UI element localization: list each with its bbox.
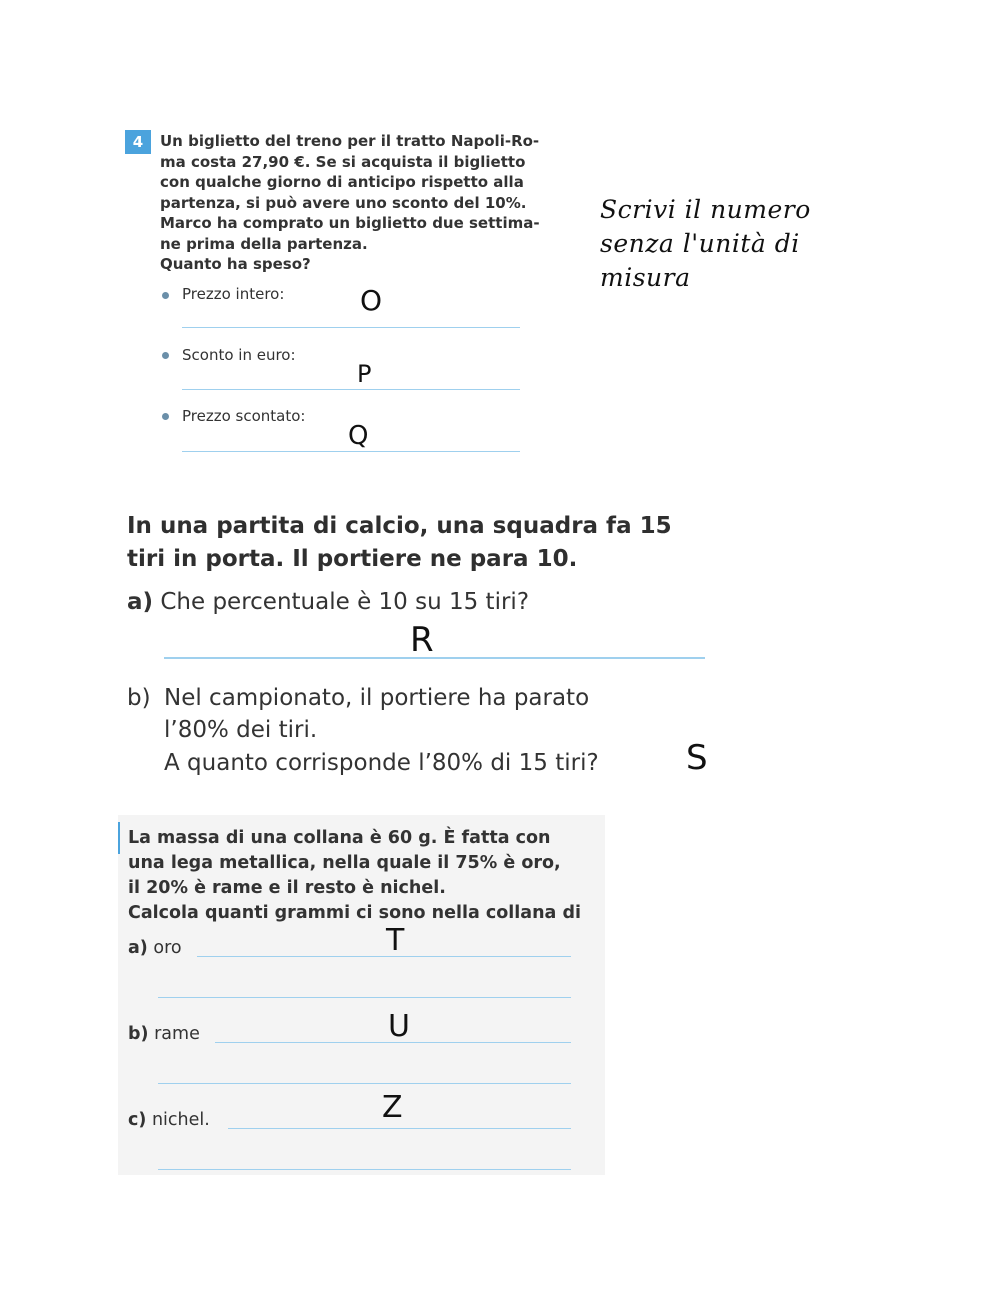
collana-problem-text bbox=[128, 826, 581, 926]
answer-line[interactable] bbox=[215, 1042, 571, 1043]
answer-u: U bbox=[388, 1009, 410, 1044]
answer-line[interactable] bbox=[164, 657, 705, 659]
item-label: rame bbox=[154, 1024, 200, 1044]
question-b-line: l’80% dei tiri. bbox=[164, 717, 318, 743]
item-letter: c) bbox=[128, 1110, 147, 1130]
item-letter: b) bbox=[128, 1024, 149, 1044]
bullet-icon bbox=[162, 292, 169, 299]
collana-line: La massa di una collana è 60 g. È fatta con bbox=[128, 828, 551, 848]
prezzo-scontato-label: Prezzo scontato: bbox=[182, 407, 306, 425]
handwritten-note-line: Scrivi il numero bbox=[600, 195, 811, 224]
answer-s: S bbox=[686, 738, 708, 778]
answer-line[interactable] bbox=[158, 1169, 571, 1170]
question-a bbox=[127, 586, 529, 618]
question-letter: a) bbox=[127, 589, 154, 615]
calcio-title-line: In una partita di calcio, una squadra fa 15 bbox=[127, 513, 672, 539]
answer-t: T bbox=[386, 923, 405, 958]
panel-accent-bar bbox=[118, 822, 120, 854]
sconto-euro-label: Sconto in euro: bbox=[182, 346, 296, 364]
exercise4-line: con qualche giorno di anticipo rispetto alla bbox=[160, 173, 524, 191]
bullet-icon bbox=[162, 413, 169, 420]
answer-line[interactable] bbox=[158, 1083, 571, 1084]
collana-item-nichel bbox=[128, 1110, 210, 1130]
exercise-number-badge: 4 bbox=[125, 130, 151, 154]
item-label: nichel. bbox=[151, 1110, 210, 1130]
exercise4-line: Un biglietto del treno per il tratto Napoli-Ro- bbox=[160, 132, 540, 150]
item-letter: a) bbox=[128, 938, 148, 958]
exercise4-line: Marco ha comprato un biglietto due settima- bbox=[160, 214, 540, 232]
question-b-line: A quanto corrisponde l’80% di 15 tiri? bbox=[164, 750, 599, 776]
answer-line[interactable] bbox=[182, 327, 520, 328]
handwritten-note-line: senza l'unità di bbox=[600, 229, 800, 258]
exercise4-line: Quanto ha speso? bbox=[160, 255, 311, 273]
answer-z: Z bbox=[382, 1090, 403, 1125]
answer-line[interactable] bbox=[182, 451, 520, 452]
handwritten-note-line: misura bbox=[600, 263, 691, 292]
collana-line: una lega metallica, nella quale il 75% è oro, bbox=[128, 853, 561, 873]
answer-p: P bbox=[357, 360, 372, 388]
question-b-line: Nel campionato, il portiere ha parato bbox=[164, 685, 590, 711]
calcio-title-line: tiri in porta. Il portiere ne para 10. bbox=[127, 546, 578, 572]
exercise4-line: ne prima della partenza. bbox=[160, 234, 368, 253]
question-b-letter: b) bbox=[127, 685, 151, 711]
item-label: oro bbox=[153, 938, 182, 958]
answer-line[interactable] bbox=[158, 997, 571, 998]
collana-line: il 20% è rame e il resto è nichel. bbox=[128, 878, 446, 898]
answer-line[interactable] bbox=[228, 1128, 571, 1129]
bullet-icon bbox=[162, 352, 169, 359]
collana-item-oro bbox=[128, 938, 182, 958]
collana-line: Calcola quanti grammi ci sono nella collana di bbox=[128, 903, 581, 923]
exercise4-line: partenza, si può avere uno sconto del 10%. bbox=[160, 193, 527, 212]
answer-line[interactable] bbox=[182, 389, 520, 390]
prezzo-intero-label: Prezzo intero: bbox=[182, 285, 285, 303]
answer-o: O bbox=[360, 284, 383, 317]
exercise4-line: ma costa 27,90 €. Se si acquista il biglietto bbox=[160, 152, 526, 171]
answer-r: R bbox=[410, 620, 434, 660]
answer-q: Q bbox=[348, 421, 369, 451]
exercise4-text bbox=[160, 131, 540, 275]
calcio-problem-title bbox=[127, 510, 672, 576]
answer-line[interactable] bbox=[197, 956, 571, 957]
collana-item-rame bbox=[128, 1024, 200, 1044]
question-a-text: Che percentuale è 10 su 15 tiri? bbox=[160, 589, 530, 615]
